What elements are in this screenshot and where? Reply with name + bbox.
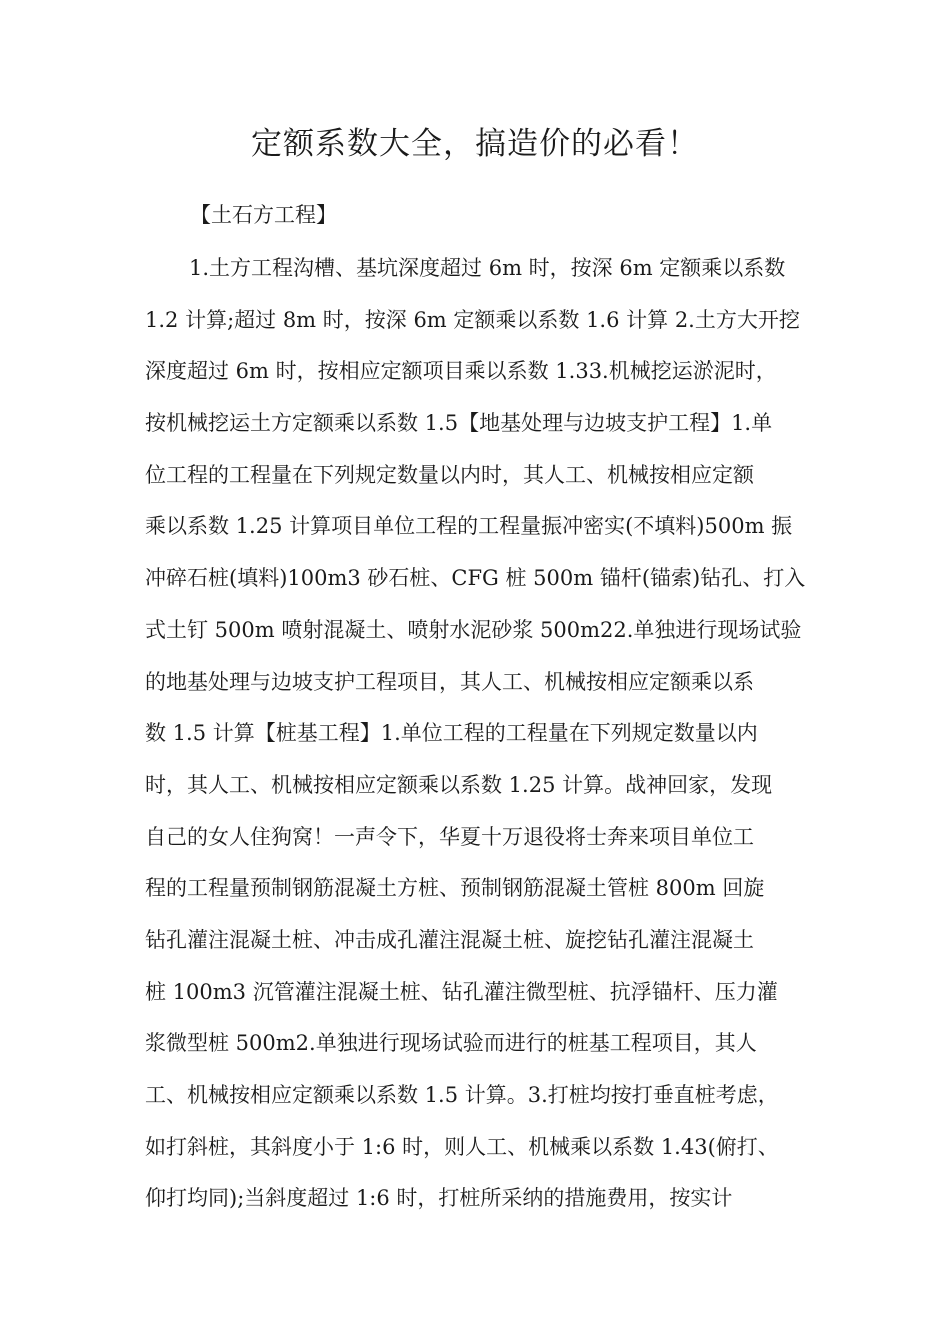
body-line: 深度超过 6m 时，按相应定额项目乘以系数 1.33.机械挖运淤泥时， [145,359,777,384]
body-line: 程的工程量预制钢筋混凝土方桩、预制钢筋混凝土管桩 800m 回旋 [145,876,765,901]
body-line: 1.2 计算;超过 8m 时，按深 6m 定额乘以系数 1.6 计算 2.土方大开挖 [145,307,800,332]
body-line: 仰打均同);当斜度超过 1:6 时，打桩所采纳的措施费用，按实计 [145,1186,733,1211]
body-line: 如打斜桩，其斜度小于 1:6 时，则人工、机械乘以系数 1.43(俯打、 [145,1134,779,1159]
body-line: 数 1.5 计算【桩基工程】1.单位工程的工程量在下列规定数量以内 [145,721,758,746]
body-line: 乘以系数 1.25 计算项目单位工程的工程量振冲密实(不填料)500m 振 [145,514,793,539]
body-line: 自己的女人住狗窝！一声令下，华夏十万退役将士奔来项目单位工 [145,824,754,849]
body-line: 按机械挖运土方定额乘以系数 1.5【地基处理与边坡支护工程】1.单 [145,411,773,436]
body-line: 冲碎石桩(填料)100m3 砂石桩、CFG 桩 500m 锚杆(锚索)钻孔、打入 [145,566,806,591]
body-line: 的地基处理与边坡支护工程项目，其人工、机械按相应定额乘以系 [145,669,754,694]
body-line: 位工程的工程量在下列规定数量以内时，其人工、机械按相应定额 [145,462,754,487]
body-line: 桩 100m3 沉管灌注混凝土桩、钻孔灌注微型桩、抗浮锚杆、压力灌 [145,979,778,1004]
body-line: 工、机械按相应定额乘以系数 1.5 计算。3.打桩均按打垂直桩考虑， [145,1083,779,1107]
section-heading: 【土石方工程】 [190,203,337,227]
document-title: 定额系数大全，搞造价的必看！ [251,126,699,162]
body-line: 时，其人工、机械按相应定额乘以系数 1.25 计算。战神回家，发现 [145,772,773,797]
body-line: 钻孔灌注混凝土桩、冲击成孔灌注混凝土桩、旋挖钻孔灌注混凝土 [145,927,754,952]
body-text [145,250,815,1232]
body-line: 式土钉 500m 喷射混凝土、喷射水泥砂浆 500m22.单独进行现场试验 [145,617,802,642]
body-line: 1.土方工程沟槽、基坑深度超过 6m 时，按深 6m 定额乘以系数 [189,256,786,280]
body-line: 浆微型桩 500m2.单独进行现场试验而进行的桩基工程项目，其人 [145,1031,757,1056]
